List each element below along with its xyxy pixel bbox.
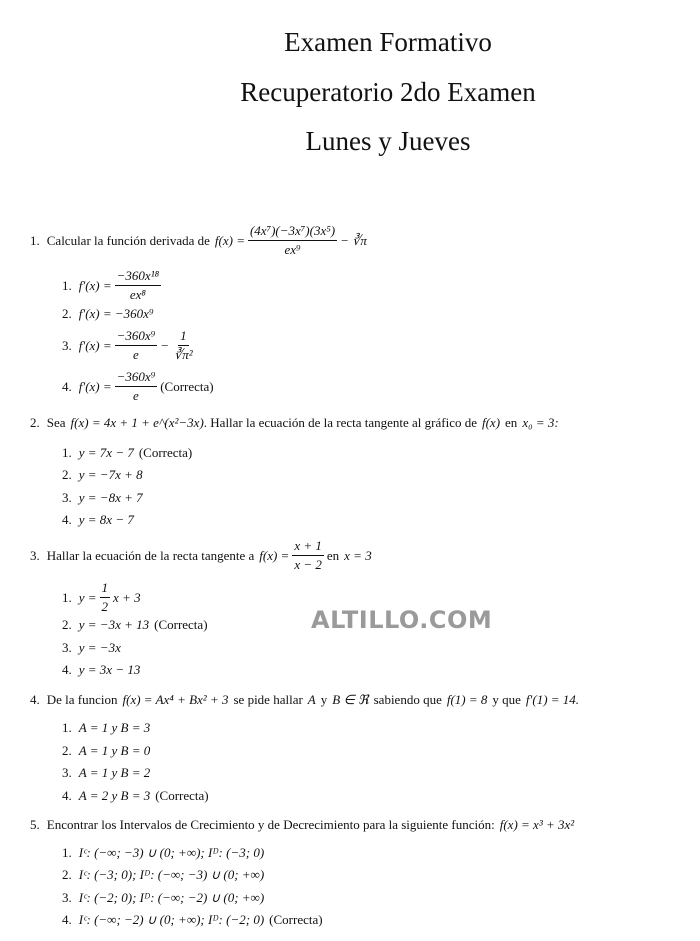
option-number: 3. (62, 765, 72, 780)
fraction-denominator: e (133, 388, 139, 403)
question-text: sabiendo que (373, 692, 442, 707)
fraction-numerator: −360x⁹ (115, 369, 158, 387)
option-text: y = 7x − 7 (78, 445, 134, 460)
function-fraction (292, 538, 324, 573)
question-math: f(1) = 8 (446, 692, 488, 707)
answer-option (62, 788, 209, 804)
fraction-numerator: x + 1 (292, 538, 324, 556)
fraction-denominator: e (133, 347, 139, 362)
question-number: 3. (30, 547, 40, 563)
option-number: 3. (62, 640, 72, 655)
question-5 (30, 817, 694, 833)
fraction-denominator: ∛π² (174, 347, 193, 362)
function-label: f(x) = (259, 547, 290, 563)
question-math: f(x) = 4x + 1 + e^(x²−3x) (70, 415, 204, 430)
answer-option (62, 306, 153, 322)
question-math: f(x) = Ax⁴ + Bx² + 3 (122, 692, 229, 707)
answer-option (62, 268, 164, 303)
option-number: 4. (62, 378, 72, 394)
question-text: De la funcion (46, 692, 118, 707)
question-text: se pide hallar (233, 692, 303, 707)
question-math: f(x) = x³ + 3x² (499, 817, 575, 832)
question-number: 4. (30, 692, 40, 707)
question-number: 5. (30, 817, 40, 832)
option-number: 2. (62, 306, 72, 321)
option-number: 4. (62, 912, 72, 927)
answer-option (62, 369, 214, 404)
answer-option (62, 743, 150, 759)
option-number: 4. (62, 662, 72, 677)
page-subtitle: Recuperatorio 2do Examen (240, 77, 536, 107)
fraction-numerator: −360x¹⁸ (115, 268, 161, 286)
option-number: 3. (62, 890, 72, 905)
option-lhs: f′(x) = (78, 337, 112, 353)
question-math: x₀ = 3: (522, 415, 559, 430)
question-math: f(x) (481, 415, 501, 430)
correct-note: (Correcta) (160, 378, 214, 394)
question-math: x = 3 (344, 547, 372, 563)
question-math: A (307, 692, 316, 707)
option-number: 1. (62, 277, 72, 293)
option-lhs: f′(x) = (78, 378, 112, 394)
fraction-numerator: −360x⁹ (115, 328, 158, 346)
question-number: 1. (30, 232, 40, 248)
option-number: 2. (62, 467, 72, 482)
answer-option (62, 580, 141, 615)
option-text: A = 1 y B = 2 (78, 765, 151, 780)
function-fraction (248, 223, 337, 258)
option-number: 3. (62, 490, 72, 505)
question-text: y (320, 692, 328, 707)
option-fraction (115, 268, 161, 303)
option-number: 1. (62, 589, 72, 605)
answer-option (62, 890, 264, 906)
page-title: Examen Formativo (284, 27, 492, 57)
answer-option (62, 662, 140, 678)
option-number: 4. (62, 512, 72, 527)
question-number: 2. (30, 415, 40, 430)
answer-option (62, 445, 192, 461)
option-text: y = −3x (78, 640, 121, 655)
question-2 (30, 415, 694, 431)
option-text: y = −8x + 7 (78, 490, 143, 505)
function-label: f(x) = (214, 232, 245, 248)
option-operator: − (160, 337, 169, 353)
option-text: y = 8x − 7 (78, 512, 134, 527)
option-text: y = −3x + 13 (78, 617, 150, 632)
question-math: B ∈ ℜ (332, 692, 369, 707)
answer-option (62, 640, 121, 656)
answer-option (62, 765, 150, 781)
option-text: A = 2 y B = 3 (78, 788, 151, 803)
answer-option (62, 617, 208, 633)
question-text: y que (492, 692, 521, 707)
answer-option (62, 845, 264, 861)
function-suffix: − ∛π (340, 232, 367, 248)
option-text: f′(x) = −360x⁹ (78, 306, 154, 321)
option-text: Iᶜ: (−2; 0); Iᴰ: (−∞; −2) ∪ (0; +∞) (78, 890, 265, 905)
fraction-denominator: 2 (101, 599, 109, 614)
answer-option (62, 912, 323, 928)
option-text: Iᶜ: (−3; 0); Iᴰ: (−∞; −3) ∪ (0; +∞) (78, 867, 265, 882)
option-text: Iᶜ: (−∞; −2) ∪ (0; +∞); Iᴰ: (−2; 0) (78, 912, 265, 927)
answer-option (62, 720, 150, 736)
answer-option (62, 867, 264, 883)
question-3 (30, 538, 694, 573)
fraction-numerator: 1 (178, 328, 189, 346)
option-text: y = 3x − 13 (78, 662, 141, 677)
page-date-line: Lunes y Jueves (305, 126, 471, 156)
question-text: en (326, 547, 340, 563)
answer-option (62, 490, 143, 506)
answer-option (62, 512, 134, 528)
correct-note: (Correcta) (154, 617, 208, 632)
option-number: 3. (62, 337, 72, 353)
option-fraction (115, 369, 158, 404)
answer-option (62, 328, 198, 363)
question-4 (30, 692, 694, 708)
option-number: 4. (62, 788, 72, 803)
option-number: 2. (62, 867, 72, 882)
question-text: Encontrar los Intervalos de Crecimiento y de Decrecimiento para la siguiente función: (46, 817, 495, 832)
option-fraction-2 (172, 328, 195, 363)
option-text: y = −7x + 8 (78, 467, 143, 482)
correct-note: (Correcta) (138, 445, 193, 460)
fraction-denominator: ex⁹ (284, 242, 301, 257)
fraction-numerator: 1 (100, 580, 111, 598)
option-number: 2. (62, 743, 72, 758)
option-number: 1. (62, 720, 72, 735)
option-lhs: f′(x) = (78, 277, 112, 293)
option-text: Iᶜ: (−∞; −3) ∪ (0; +∞); Iᴰ: (−3; 0) (78, 845, 265, 860)
option-tail: x + 3 (113, 589, 141, 605)
question-text: Calcular la función derivada de (46, 232, 210, 248)
option-fraction (100, 580, 111, 615)
correct-note: (Correcta) (155, 788, 209, 803)
correct-note: (Correcta) (269, 912, 323, 927)
option-text: A = 1 y B = 3 (78, 720, 151, 735)
option-number: 1. (62, 445, 72, 460)
question-math: f′(1) = 14. (525, 692, 580, 707)
watermark-logo: ALTILLO.COM (311, 606, 493, 634)
question-text: . Hallar la ecuación de la recta tangente al gráfico de (203, 415, 477, 430)
option-number: 1. (62, 845, 72, 860)
fraction-denominator: x − 2 (294, 557, 322, 572)
fraction-denominator: ex⁸ (129, 287, 146, 302)
option-text: A = 1 y B = 0 (78, 743, 151, 758)
answer-option (62, 467, 143, 483)
option-lhs: y = (78, 589, 97, 605)
question-1 (30, 223, 694, 258)
option-number: 2. (62, 617, 72, 632)
question-text: Sea (46, 415, 66, 430)
question-text: Hallar la ecuación de la recta tangente a (46, 547, 255, 563)
option-fraction (115, 328, 158, 363)
fraction-numerator: (4x⁷)(−3x⁷)(3x⁵) (248, 223, 337, 241)
question-text: en (505, 415, 518, 430)
